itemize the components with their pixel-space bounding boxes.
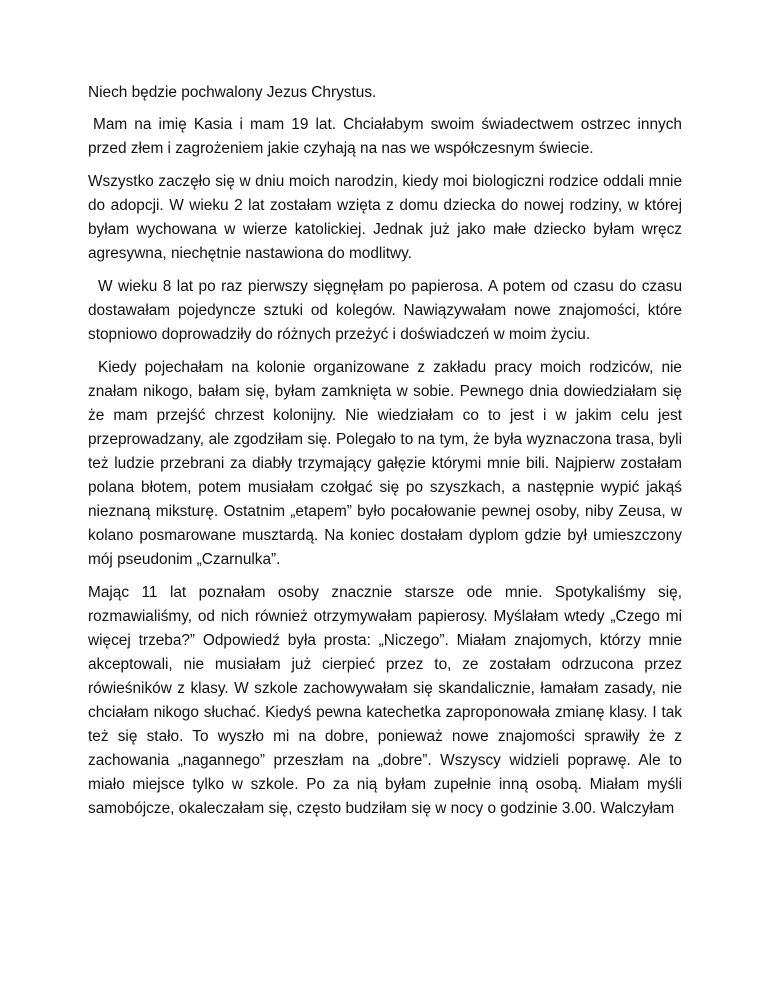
greeting-line: Niech będzie pochwalony Jezus Chrystus. <box>88 84 377 101</box>
paragraph-age-eleven: Mając 11 lat poznałam osoby znacznie starsze ode mnie. Spotykaliśmy się, rozmawialiśmy, od nich również otrzymywałam papierosy. Myślałam wtedy „Czego mi więcej trzeba?” Odpowiedź była prosta: „Niczego”. Miałam znajomych, którzy mnie akceptowali, nie musiałam już cierpieć przez to, ze zostałam odrzucona przez rówieśników z klasy. W szkole zachowywałam się skandalicznie, łamałam zasady, nie chciałam nikogo słuchać. Kiedyś pewna katechetka zaproponowała zmianę klasy. I tak też się stało. To wyszło mi na dobre, ponieważ nowe znajomości sprawiły że z zachowania „nagannego” przeszłam na „dobre”. Wszyscy widzieli poprawę. Ale to miało miejsce tylko w szkole. Po za nią byłam zupełnie inną osobą. Miałam myśli samobójcze, okaleczałam się, często budziłam się w nocy o godzinie 3.00. Walczyłam <box>88 584 682 817</box>
paragraph-first-cigarette: W wieku 8 lat po raz pierwszy sięgnęłam po papierosa. A potem od czasu do czasu dostawałam pojedyncze sztuki od kolegów. Nawiązywałam nowe znajomości, które stopniowo doprowadziły do różnych przeżyć i doświadczeń w moim życiu. <box>88 278 682 343</box>
paragraph-colony-trip: Kiedy pojechałam na kolonie organizowane z zakładu pracy moich rodziców, nie znałam nikogo, bałam się, byłam zamknięta w sobie. Pewnego dnia dowiedziałam się że mam przejść chrzest kolonijny. Nie wiedziałam co to jest i w jakim celu jest przeprowadzany, ale zgodziłam się. Polegało to na tym, że była wyznaczona trasa, byli też ludzie przebrani za diabły trzymający gałęzie którymi mnie bili. Najpierw zostałam polana błotem, potem musiałam czołgać się po szyszkach, a następnie wypić jakąś nieznaną miksturę. Ostatnim „etapem” było pocałowanie pewnej osoby, niby Zeusa, w kolano posmarowane musztardą. Na koniec dostałam dyplom gdzie był umieszczony mój pseudonim „Czarnulka”. <box>88 359 682 568</box>
paragraph-adoption: Wszystko zaczęło się w dniu moich narodzin, kiedy moi biologiczni rodzice oddali mnie do adopcji. W wieku 2 lat zostałam wzięta z domu dziecka do nowej rodziny, w której byłam wychowana w wierze katolickiej. Jednak już jako małe dziecko byłam wręcz agresywna, niechętnie nastawiona do modlitwy. <box>88 173 682 262</box>
paragraph-introduction: Mam na imię Kasia i mam 19 lat. Chciałabym swoim świadectwem ostrzec innych przed złem i zagrożeniem jakie czyhają na nas we współczesnym świecie. <box>88 116 682 157</box>
